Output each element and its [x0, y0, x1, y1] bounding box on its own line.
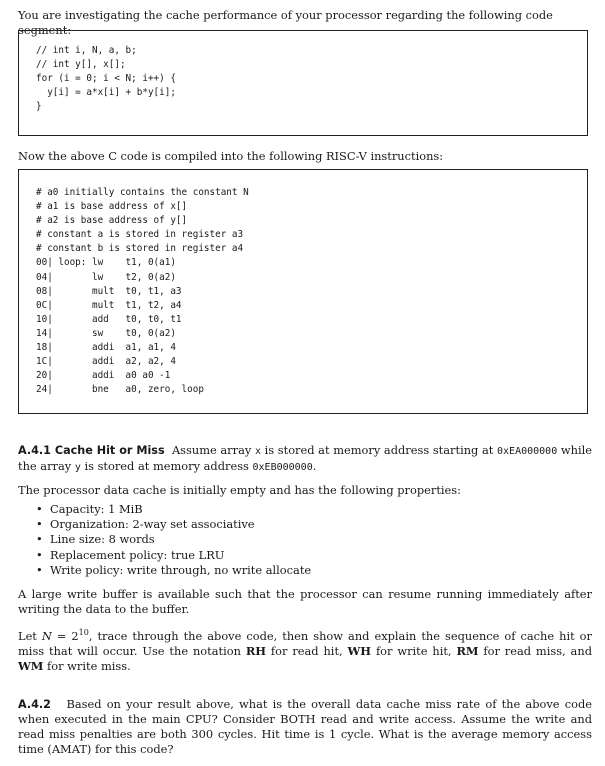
asm-code-line: # constant a is stored in register a3: [36, 229, 244, 241]
property-item: • Write policy: write through, no write allocate: [50, 563, 311, 578]
write-buffer-text: A large write buffer is available such that the processor can resume running immediately after writing the data to the buffer.: [18, 587, 592, 616]
compiled-intro-text: Now the above C code is compiled into the following RISC-V instructions:: [18, 149, 444, 163]
asm-code-line: 1C| addi a2, a2, 4: [36, 356, 176, 368]
asm-code-line: 14| sw t0, 0(a2): [36, 327, 176, 339]
c-code-line: y[i] = a*x[i] + b*y[i];: [36, 87, 176, 99]
notation-wm: WM: [18, 658, 44, 673]
property-item: • Organization: 2-way set associative: [50, 517, 311, 532]
addr-y: 0xEB000000: [252, 462, 313, 473]
asm-code-line: 0C| mult t1, t2, a4: [36, 299, 182, 311]
asm-code-line: # a1 is base address of x[]: [36, 201, 188, 213]
addr-x: 0xEA000000: [497, 446, 558, 457]
asm-code-line: 18| addi a1, a1, 4: [36, 342, 176, 354]
c-code-line: // int i, N, a, b;: [36, 45, 137, 56]
property-item: • Capacity: 1 MiB: [50, 502, 311, 517]
asm-code-line: # a0 initially contains the constant N: [36, 187, 249, 198]
asm-code-line: 24| bne a0, zero, loop: [36, 384, 204, 396]
q1-heading: A.4.1 Cache Hit or Miss: [18, 444, 165, 457]
asm-code-block: [36, 186, 249, 397]
c-code-line: for (i = 0; i < N; i++) {: [36, 73, 176, 85]
asm-code-line: 08| mult t0, t1, a3: [36, 285, 182, 297]
property-item: • Line size: 8 words: [50, 532, 311, 547]
notation-rh: RH: [245, 643, 267, 658]
c-code-box: [18, 30, 588, 136]
trace-paragraph: Let $N = 2^{10}$, trace through the above code, then show and explain the sequence of cache hit or miss that will occur. Use the notation RH for read hit, WH for write hit, RM for read miss, and WM for write miss.: [18, 628, 592, 673]
c-code-line: }: [36, 101, 42, 113]
asm-code-line: 00| loop: lw t1, 0(a1): [36, 257, 176, 269]
asm-code-line: 04| lw t2, 0(a2): [36, 271, 176, 283]
asm-code-box: [18, 169, 588, 414]
asm-code-line: 20| addi a0 a0 -1: [36, 370, 171, 382]
asm-code-line: 10| add t0, t0, t1: [36, 313, 182, 325]
asm-code-line: # a2 is base address of y[]: [36, 215, 188, 227]
exponent: 10: [78, 628, 89, 637]
c-code-block: [36, 44, 176, 114]
var-y: y: [74, 462, 81, 473]
q2-paragraph: A.4.2 Based on your result above, what is the overall data cache miss rate of the above code when executed in the main CPU? Consider BOTH read and write access. Assume the write and read miss penalties are both 300 cycles. Hit time is 1 cycle. What is the average memory access time (AMAT) for this code?: [18, 697, 592, 756]
notation-rm: RM: [456, 643, 479, 658]
intro-text: You are investigating the cache performance of your processor regarding the following code segment:: [18, 8, 553, 37]
q1-paragraph: A.4.1 Cache Hit or Miss Assume array x is stored at memory address starting at 0xEA000000 while the array y is stored at memory address 0xEB000000.: [18, 443, 592, 473]
asm-code-line: # constant b is stored in register a4: [36, 243, 244, 255]
notation-wh: WH: [347, 643, 372, 658]
cache-properties-list: [50, 502, 311, 578]
q2-heading: A.4.2: [18, 698, 51, 711]
var-x: x: [254, 446, 261, 457]
property-item: • Replacement policy: true LRU: [50, 548, 311, 563]
cache-intro-text: The processor data cache is initially empty and has the following properties:: [18, 483, 461, 497]
c-code-line: // int y[], x[];: [36, 59, 126, 71]
var-n: N: [41, 628, 52, 643]
